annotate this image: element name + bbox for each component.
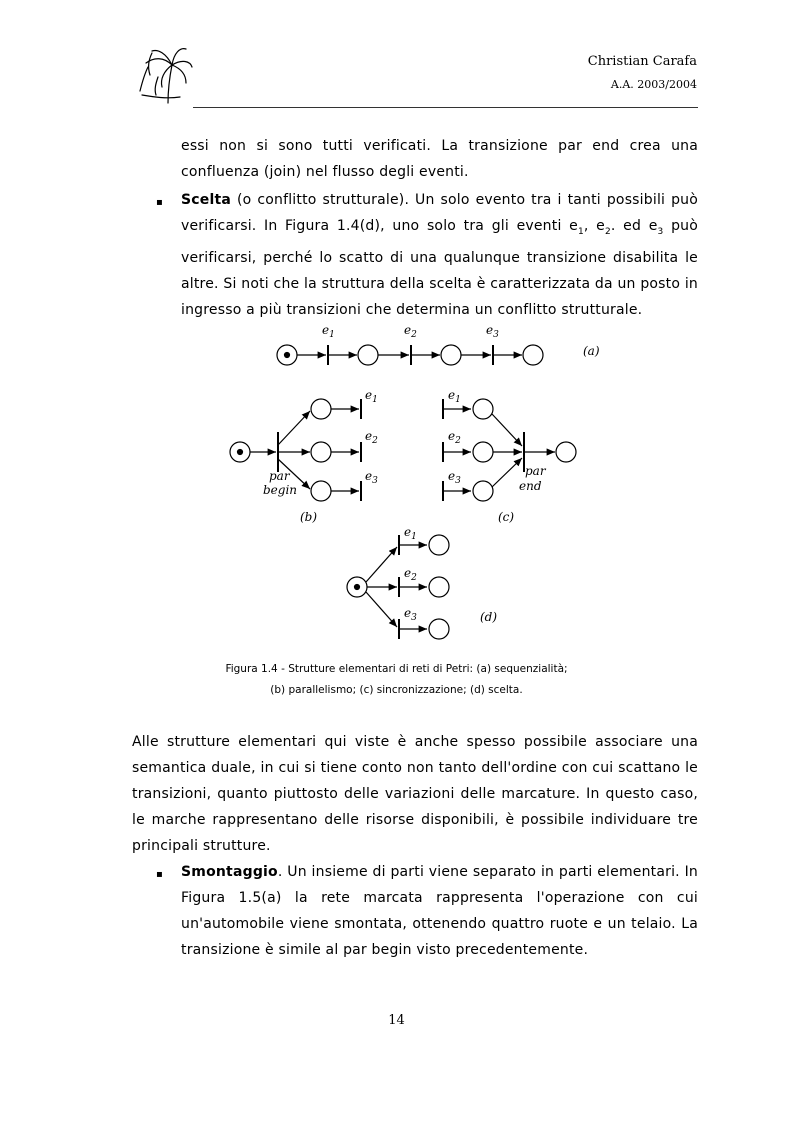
label-a-e3: $e_3$ [486, 323, 499, 340]
subscript-1: 1 [577, 226, 584, 237]
label-d-e1: $e_1$ [404, 525, 417, 542]
label-d: (d) [480, 610, 498, 624]
net-c-sync [443, 399, 576, 501]
paragraph-main: Alle strutture elementari qui viste è anche spesso possibile associare una semantica duale, in cui si tiene conto non tanto dell'ordine con cui scattano le transizioni, quanto piuttosto delle variazioni delle marcature. In questo caso, le marche rappresentano delle risorse disponibili, è possibile individuare tre principali strutture. [132, 734, 698, 854]
label-d-e3: $e_3$ [404, 606, 417, 623]
label-par-end-2: end [519, 479, 542, 493]
label-par-begin-2: begin [263, 483, 298, 497]
bullet-term-scelta: Scelta [181, 192, 232, 208]
bullet-text-d: può verificarsi, perché lo scatto di una qualunque transizione disabilita le altre. Si noti che la struttura della scelta è caratterizzata da un posto in ingresso a più transizioni che determina un conflitto strutturale. [181, 218, 698, 318]
label-b-e2: $e_2$ [365, 429, 378, 446]
net-d-choice [347, 535, 449, 639]
bullet-text-c: . ed e [610, 218, 658, 234]
bullet-smontaggio [181, 859, 698, 963]
page-number: 14 [388, 1013, 405, 1028]
figure-caption-line1: Figura 1.4 - Strutture elementari di reti di Petri: (a) sequenzialità; [225, 663, 568, 675]
bullet-text-smontaggio: . Un insieme di parti viene separato in parti elementari. In Figura 1.5(a) la rete marcata rappresenta l'operazione con cui un'automobile viene smontata, ottenendo quattro ruote e un telaio. La transizione è simile al par begin visto precedentemente. [181, 864, 698, 958]
bullet-text-a: (o conflitto strutturale). Un solo evento tra i tanti possibili può verificarsi. In Figura 1.4(d), uno solo tra gli eventi e [181, 192, 698, 234]
net-a-sequence [277, 345, 543, 365]
paragraph-continued: essi non si sono tutti verificati. La transizione par end crea una confluenza (join) nel flusso degli eventi. [181, 138, 698, 180]
subscript-2: 2 [604, 226, 611, 237]
label-a-e1: $e_1$ [322, 323, 335, 340]
label-c: (c) [498, 510, 515, 524]
label-d-e2: $e_2$ [404, 566, 417, 583]
label-par-begin-1: par [269, 469, 290, 483]
subscript-3: 3 [657, 226, 664, 237]
label-c-e2: $e_2$ [448, 429, 461, 446]
label-a-e2: $e_2$ [404, 323, 417, 340]
header-author: Christian Carafa [587, 54, 697, 69]
label-c-e3: $e_3$ [448, 469, 461, 486]
figure-caption-line2: (b) parallelismo; (c) sincronizzazione; (d) scelta. [270, 684, 523, 696]
bullet-text-b: , e [583, 218, 605, 234]
label-b-e3: $e_3$ [365, 469, 378, 486]
label-b: (b) [300, 510, 318, 524]
header-year: A.A. 2003/2004 [610, 78, 697, 91]
label-a: (a) [583, 344, 600, 358]
label-b-e1: $e_1$ [365, 388, 378, 405]
label-par-end-1: par [525, 464, 546, 478]
bullet-term-smontaggio: Smontaggio [181, 864, 278, 880]
label-c-e1: $e_1$ [448, 388, 461, 405]
